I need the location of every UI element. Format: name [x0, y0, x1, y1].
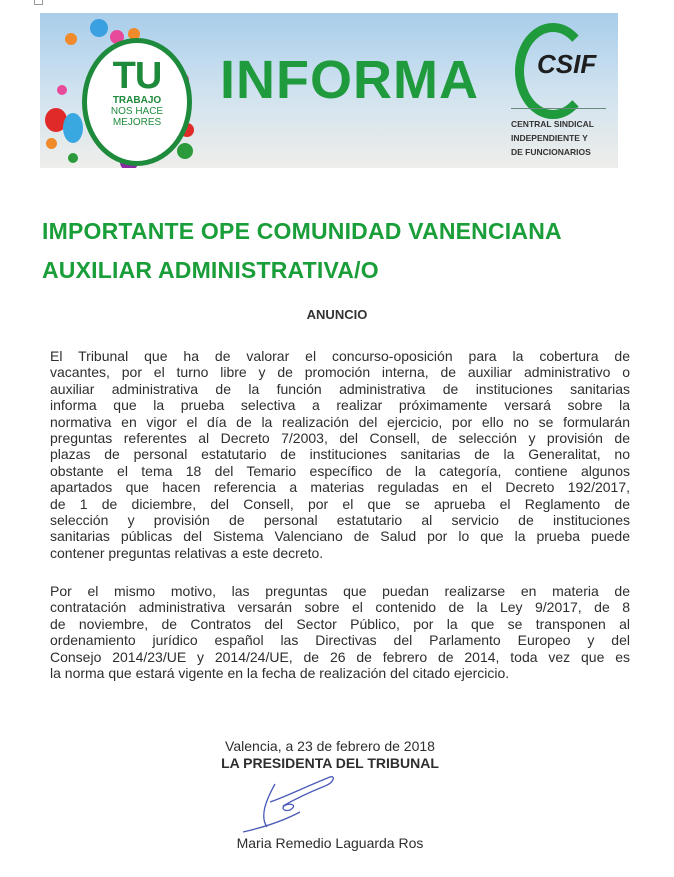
- paragraph-line: selección y provisión de personal estatutario al servicio de instituciones: [50, 512, 630, 529]
- title-line-2: AUXILIAR ADMINISTRATIVA/O: [42, 257, 379, 283]
- logo-tu-text: TU: [112, 55, 162, 97]
- informa-heading: INFORMA: [220, 50, 479, 110]
- paragraph-line: normativa en vigor el día de la realización del ejercicio, por ello no se formularán: [50, 413, 630, 430]
- tu-trabajo-logo: [82, 38, 192, 166]
- paragraph-line: preguntas referentes al Decreto 7/2003, del Consell, de selección y provisión de: [50, 430, 630, 447]
- paragraph-line: El Tribunal que ha de valorar el concurso-oposición para la cobertura de: [50, 348, 630, 364]
- signature-date: Valencia, a 23 de febrero de 2018: [225, 738, 435, 754]
- page-corner-mark: [34, 0, 43, 5]
- paragraph-line: vacantes, por el turno libre y de promoción interna, de auxiliar administrativo o: [50, 364, 630, 381]
- paragraph-line: auxiliar administrativa de la función administrativa de instituciones sanitarias: [50, 380, 630, 397]
- logo-trabajo-text: TRABAJO: [112, 95, 162, 106]
- paragraph-line: plazas de personal estatutario de instituciones sanitarias de la Generalitat, no: [50, 446, 630, 463]
- paragraph-line: ordenamiento jurídico español las Directivas del Parlamento Europeo y del: [50, 632, 630, 649]
- handwritten-signature: [235, 772, 345, 842]
- signature-role: LA PRESIDENTA DEL TRIBUNAL: [221, 755, 439, 771]
- paragraph-line: informa que la prueba selectiva a realizar próximamente versará sobre la: [50, 397, 630, 414]
- csif-subtitle-line: CENTRAL SINDICAL: [511, 119, 594, 129]
- csif-divider: [511, 108, 606, 109]
- csif-subtitle-line: INDEPENDIENTE Y: [511, 133, 588, 143]
- csif-subtitle-line: DE FUNCIONARIOS: [511, 147, 591, 157]
- paragraph-2: [50, 583, 630, 681]
- paragraph-line: contener preguntas relativas a este decreto.: [50, 544, 324, 561]
- paragraph-line: obstante el tema 18 del Temario específico de la categoría, contiene algunos: [50, 462, 630, 479]
- paragraph-line: contratación administrativa versarán sobre el contenido de la Ley 9/2017, de 8: [50, 599, 630, 616]
- paragraph-line: la norma que estará vigente en la fecha de realización del citado ejercicio.: [50, 665, 510, 682]
- title-line-1: IMPORTANTE OPE COMUNIDAD VANENCIANA: [42, 218, 562, 244]
- csif-logo-text: CSIF: [537, 49, 597, 79]
- logo-nos-hace-text: NOS HACE: [110, 106, 164, 117]
- logo-mejores-text: MEJORES: [112, 117, 162, 128]
- paragraph-line: Consejo 2014/23/UE y 2014/24/UE, de 26 de febrero de 2014, toda vez que es: [50, 648, 630, 665]
- paragraph-line: apartados que hacen referencia a materias reguladas en el Decreto 192/2017,: [50, 479, 630, 496]
- paragraph-line: Por el mismo motivo, las preguntas que puedan realizarse en materia de: [50, 583, 630, 599]
- anuncio-heading: ANUNCIO: [306, 307, 368, 322]
- paragraph-line: de noviembre, de Contratos del Sector Público, por la que se transponen al: [50, 615, 630, 632]
- signatory-name: Maria Remedio Laguarda Ros: [236, 835, 424, 851]
- paragraph-line: sanitarias públicas del Sistema Valenciano de Salud por lo que la prueba puede: [50, 528, 630, 545]
- csif-informa-banner: [40, 13, 618, 168]
- paragraph-1: [50, 348, 630, 561]
- csif-subtitle: [511, 117, 594, 159]
- paragraph-line: de 1 de diciembre, del Consell, por el que se aprueba el Reglamento de: [50, 495, 630, 512]
